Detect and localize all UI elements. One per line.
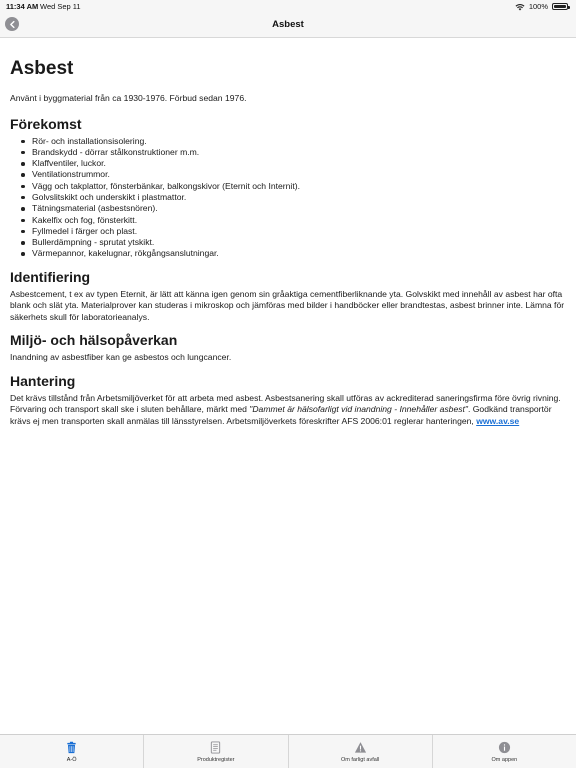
bullet-icon — [21, 252, 25, 256]
list-item — [20, 181, 566, 192]
bullet-icon — [21, 162, 25, 166]
list-item-text: Ventilationstrummor. — [32, 169, 110, 180]
tab-label: Produktregister — [197, 757, 235, 763]
list-item — [20, 226, 566, 237]
list-item-text: Fyllmedel i färger och plast. — [32, 225, 138, 236]
list-item — [20, 169, 566, 180]
status-time: 11:34 AM — [6, 2, 39, 11]
bullet-icon — [21, 173, 25, 177]
tab-om-appen[interactable] — [433, 735, 576, 768]
list-item-text: Vägg och takplattor, fönsterbänkar, balkongskivor (Eternit och Internit). — [32, 180, 300, 191]
list-item-text: Brandskydd - dörrar stålkonstruktioner m.m. — [32, 146, 200, 157]
list-item-text: Värmepannor, kakelugnar, rökgångsanslutningar. — [32, 248, 219, 259]
tab-bar — [0, 734, 576, 768]
bullet-icon — [21, 140, 25, 144]
bullet-icon — [21, 151, 25, 155]
list-item-text: Tätningsmaterial (asbestsnören). — [32, 203, 158, 214]
battery-icon — [552, 3, 568, 10]
occurrence-list — [20, 136, 566, 260]
trash-bin-icon — [65, 741, 78, 754]
section-heading-identifiering: Identifiering — [10, 268, 91, 285]
tab-a-o[interactable] — [0, 735, 144, 768]
list-item — [20, 203, 566, 214]
handling-text-part-2: . Godkänd transportör krävs ej men transporten skall anmälas till länsstyrelsen. Arbetsmiljöverkets föreskrifter AFS 2006:01 reglerar hanteringen, — [10, 404, 552, 426]
bullet-icon — [21, 207, 25, 211]
section-heading-miljo: Miljö- och hälsopåverkan — [10, 332, 178, 349]
list-item — [20, 147, 566, 158]
list-item — [20, 237, 566, 248]
bullet-icon — [21, 196, 25, 200]
environment-text: Inandning av asbestfiber kan ge asbestos och lungcancer. — [10, 352, 232, 363]
list-item — [20, 158, 566, 169]
bullet-icon — [21, 219, 25, 223]
info-icon — [498, 741, 511, 754]
tab-label: Om appen — [491, 757, 518, 763]
book-icon — [209, 741, 222, 754]
navigation-bar — [0, 12, 576, 38]
intro-text: Använt i byggmaterial från ca 1930-1976. Förbud sedan 1976. — [10, 93, 247, 103]
identification-text: Asbestcement, t ex av typen Eternit, är lätt att känna igen genom sin gråaktiga cementfiberliknande yta. Golvskikt med innehåll av asbest har ofta blank och slät yta. Materialprover kan studeras i mikroskop och jämföras med bilder i handböcker eller brandtestas, asbest brinner inte. Lämna för säkerhets skull för laboratorieanalys. — [10, 288, 565, 322]
list-item — [20, 136, 566, 147]
bullet-icon — [21, 185, 25, 189]
handling-text-part-1: Det krävs tillstånd från Arbetsmiljöverket för att arbeta med asbest. Asbestsanering skall utföras av ackrediterad saneringsfirma före övrig rivning. Förvaring och transport skall ske i sluten behållare, märkt med — [10, 392, 561, 415]
tab-produktregister[interactable] — [144, 735, 288, 768]
list-item — [20, 248, 566, 259]
list-item-text: Golvslitskikt och underskikt i plastmattor. — [32, 191, 187, 202]
list-item-text: Bullerdämpning - sprutat ytskikt. — [32, 237, 155, 248]
page-title: Asbest — [10, 58, 74, 79]
nav-title: Asbest — [272, 19, 304, 30]
status-date: Wed Sep 11 — [40, 2, 81, 11]
status-bar — [0, 0, 576, 12]
list-item — [20, 192, 566, 203]
battery-percentage: 100% — [528, 2, 548, 11]
tab-label: A-Ö — [66, 757, 77, 763]
article-content — [10, 58, 566, 427]
tab-om-farligt-avfall[interactable] — [289, 735, 433, 768]
wifi-icon — [515, 3, 525, 11]
section-heading-hantering: Hantering — [10, 372, 76, 389]
handling-text — [10, 393, 566, 428]
bullet-icon — [21, 241, 25, 245]
warning-icon — [354, 741, 367, 754]
status-indicators — [515, 2, 568, 11]
tab-label: Om farligt avfall — [341, 757, 380, 763]
section-heading-forekomst: Förekomst — [10, 115, 82, 132]
handling-quote: "Dammet är hälsofarligt vid inandning - Innehåller asbest" — [249, 404, 468, 415]
bullet-icon — [21, 230, 25, 234]
list-item — [20, 215, 566, 226]
list-item-text: Klaffventiler, luckor. — [32, 158, 106, 169]
list-item-text: Kakelfix och fog, fönsterkitt. — [32, 214, 138, 225]
list-item-text: Rör- och installationsisolering. — [32, 135, 147, 146]
av-link[interactable]: www.av.se — [476, 415, 520, 426]
